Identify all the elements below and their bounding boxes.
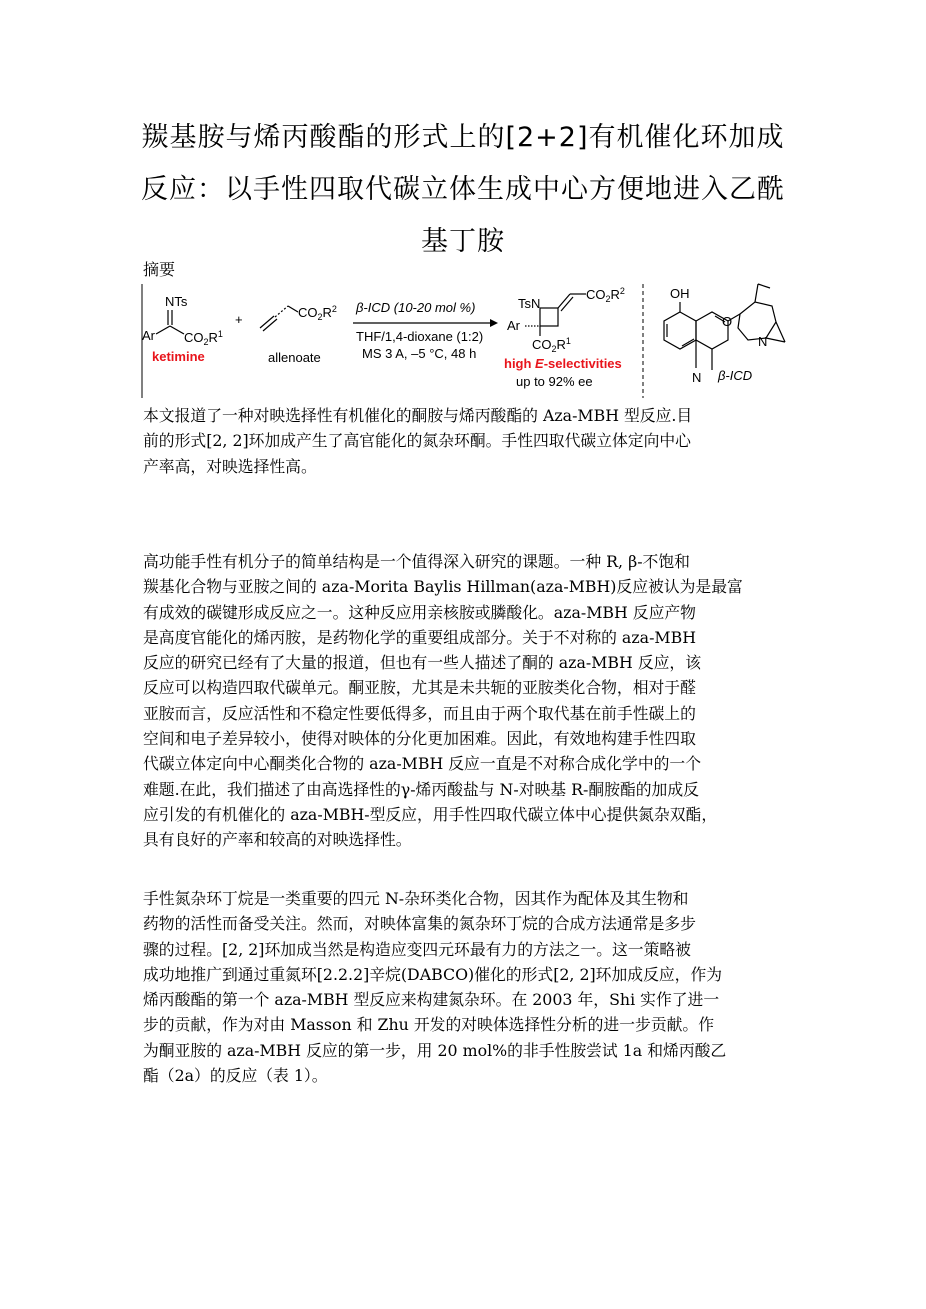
ketimine-ar-bond [156,326,170,334]
ketimine-ester-co: CO [184,330,204,345]
allenoate-structure [260,304,337,365]
text-line: 烯丙酸酯的第一个 aza-MBH 型反应来构建氮杂环。在 2003 年，Shi 实作了进一 [143,990,720,1010]
title-line: 羰基胺与烯丙酸酯的形式上的[2+2]有机催化环加成 [141,122,785,153]
ethyl-bond-1 [755,284,758,302]
plus-sign: + [235,312,243,327]
bridge-bond-b [776,322,785,342]
allenoate-ester-sup: 2 [331,304,337,314]
quinoline-benzo-ring [664,312,696,349]
text-line: 酯（2a）的反应（表 1）。 [143,1066,328,1086]
text-line: 反应的研究已经有了大量的报道，但也有一些人描述了酮的 aza-MBH 反应，该 [143,653,702,673]
beta-icd-catalyst-structure [664,284,785,385]
text-line: 空间和电子差异较小，使得对映体的分化更加困难。因此，有效地构建手性四取 [143,729,696,749]
solvent-conditions-label: THF/1,4-dioxane (1:2) [356,329,484,344]
ketimine-ester-label [184,329,223,347]
product-top-ester-r: R [610,287,620,302]
reaction-conditions [353,300,498,361]
catalyst-oh-label: OH [670,286,690,301]
text-line: 有成效的碳键形成反应之一。这种反应用亲核胺或膦酸化。aza-MBH 反应产物 [143,602,696,622]
title-line: 反应：以手性四取代碳立体生成中心方便地进入乙酰 [141,174,785,205]
ketimine-ester-sub: 2 [203,337,209,347]
allenoate-name-label: allenoate [268,350,321,365]
reaction-scheme-svg [140,280,790,402]
exocyclic-double-bond [558,294,570,308]
ketimine-ester-sup: 1 [217,329,223,339]
bridge-bond [766,338,785,342]
text-line: 药物的活性而备受关注。然而，对映体富集的氮杂环丁烷的合成方法通常是多步 [143,914,696,934]
selectivity-prefix: high [504,356,536,371]
selectivity-e: E [535,356,544,371]
text-line: 亚胺而言，反应活性和不稳定性要低得多，而且由于两个取代基在前手性碳上的 [143,703,696,723]
product-bottom-ester-sup: 1 [565,336,571,346]
ketimine-structure [142,294,223,364]
allenoate-bond-2 [275,306,288,317]
allenoate-ester-sub: 2 [317,312,323,322]
product-top-ester-sub: 2 [605,294,611,304]
reaction-scheme-figure [140,280,790,402]
selectivity-suffix: -selectivities [543,356,622,371]
text-line: 手性氮杂环丁烷是一类重要的四元 N-杂环类化合物，因其作为配体及其生物和 [143,889,689,908]
abstract-text [143,403,788,479]
product-bottom-ester-sub: 2 [551,344,557,354]
azetidine-ring [540,308,558,326]
text-line: 难题.在此，我们描述了由高选择性的γ-烯丙酸盐与 N-对映基 R-酮胺酯的加成反 [143,779,699,799]
exocyclic-double-bond-b [561,297,573,311]
allenoate-bond-3 [288,306,298,312]
text-line: 产率高，对映选择性高。 [143,456,317,476]
product-bottom-ester-co: CO [532,337,552,352]
text-line: 高功能手性有机分子的简单结构是一个值得深入研究的课题。一种 R, β-不饱和 [143,552,690,571]
text-line: 骤的过程。[2, 2]环加成当然是构造应变四元环最有力的方法之一。这一策略被 [143,939,691,959]
text-line: 本文报道了一种对映选择性有机催化的酮胺与烯丙酸酯的 Aza-MBH 型反应.目 [143,406,693,425]
ketimine-ar-label: Ar [142,328,155,343]
ee-label: up to 92% ee [516,374,593,389]
allenoate-bond-1 [260,316,274,328]
quinoline-n-label: N [692,370,702,385]
product-top-ester-co: CO [586,287,606,302]
text-line: 具有良好的产率和较高的对映选择性。 [143,830,412,850]
document-title [130,112,796,268]
allenoate-ester-co: CO [298,305,318,320]
text-line: 是高度官能化的烯丙胺，是药物化学的重要组成部分。关于不对称的 aza-MBH [143,627,696,647]
text-line: 成功地推广到通过重氮环[2.2.2]辛烷(DABCO)催化的形式[2, 2]环加成反应，作为 [143,964,723,984]
catalyst-o-label: O [722,314,733,329]
text-line: 代碳立体定向中心酮类化合物的 aza-MBH 反应一直是不对称合成化学中的一个 [143,754,702,774]
catalyst-name-label: β-ICD [718,368,753,383]
text-line: 应引发的有机催化的 aza-MBH-型反应，用手性四取代碳立体中心提供氮杂双酯， [143,804,718,824]
text-line: 羰基化合物与亚胺之间的 aza-Morita Baylis Hillman(aza-MBH)反应被认为是最富 [143,577,743,597]
allenoate-ester-label [298,304,337,322]
title-line: 基丁胺 [421,226,505,257]
catalyst-loading-label: β-ICD (10-20 mol %) [356,300,476,315]
text-line: 反应可以构造四取代碳单元。酮亚胺，尤其是未共轭的亚胺类化合物，相对于醛 [143,678,696,698]
temperature-time-label: MS 3 A, –5 °C, 48 h [362,346,477,361]
text-line: 前的形式[2, 2]环加成产生了高官能化的氮杂环酮。手性四取代碳立体定向中心 [143,431,691,451]
text-line: 步的贡献，作为对由 Masson 和 Zhu 开发的对映体选择性分析的进一步贡献。作 [143,1015,715,1035]
product-top-ester-label [586,286,625,304]
reaction-arrow-head [490,319,498,327]
product-bottom-ester-r: R [556,337,566,352]
text-line: 为酮亚胺的 aza-MBH 反应的第一步，用 20 mol%的非手性胺尝试 1a 和烯丙酸乙 [143,1040,727,1060]
abstract-label: 摘要 [143,260,176,279]
cupreidine-cage [738,302,776,340]
selectivity-label [504,356,622,371]
catalyst-bridge-n-label: N [758,334,768,349]
allenoate-bond-1b [263,319,277,331]
product-bottom-ester-label [532,336,571,354]
azetidine-product-structure [504,286,625,389]
ketimine-name-label: ketimine [152,349,205,364]
allenoate-ester-r: R [322,305,332,320]
introduction-paragraph-1 [143,549,788,853]
introduction-paragraph-2 [143,886,788,1088]
ketimine-ester-r: R [208,330,218,345]
ketimine-ester-bond [170,326,184,334]
product-tsn-label: TsN [518,296,541,311]
product-ar-label: Ar [507,318,520,333]
ketimine-nts-label: NTs [165,294,188,309]
product-top-ester-sup: 2 [619,286,625,296]
ethyl-bond-2 [758,284,770,288]
